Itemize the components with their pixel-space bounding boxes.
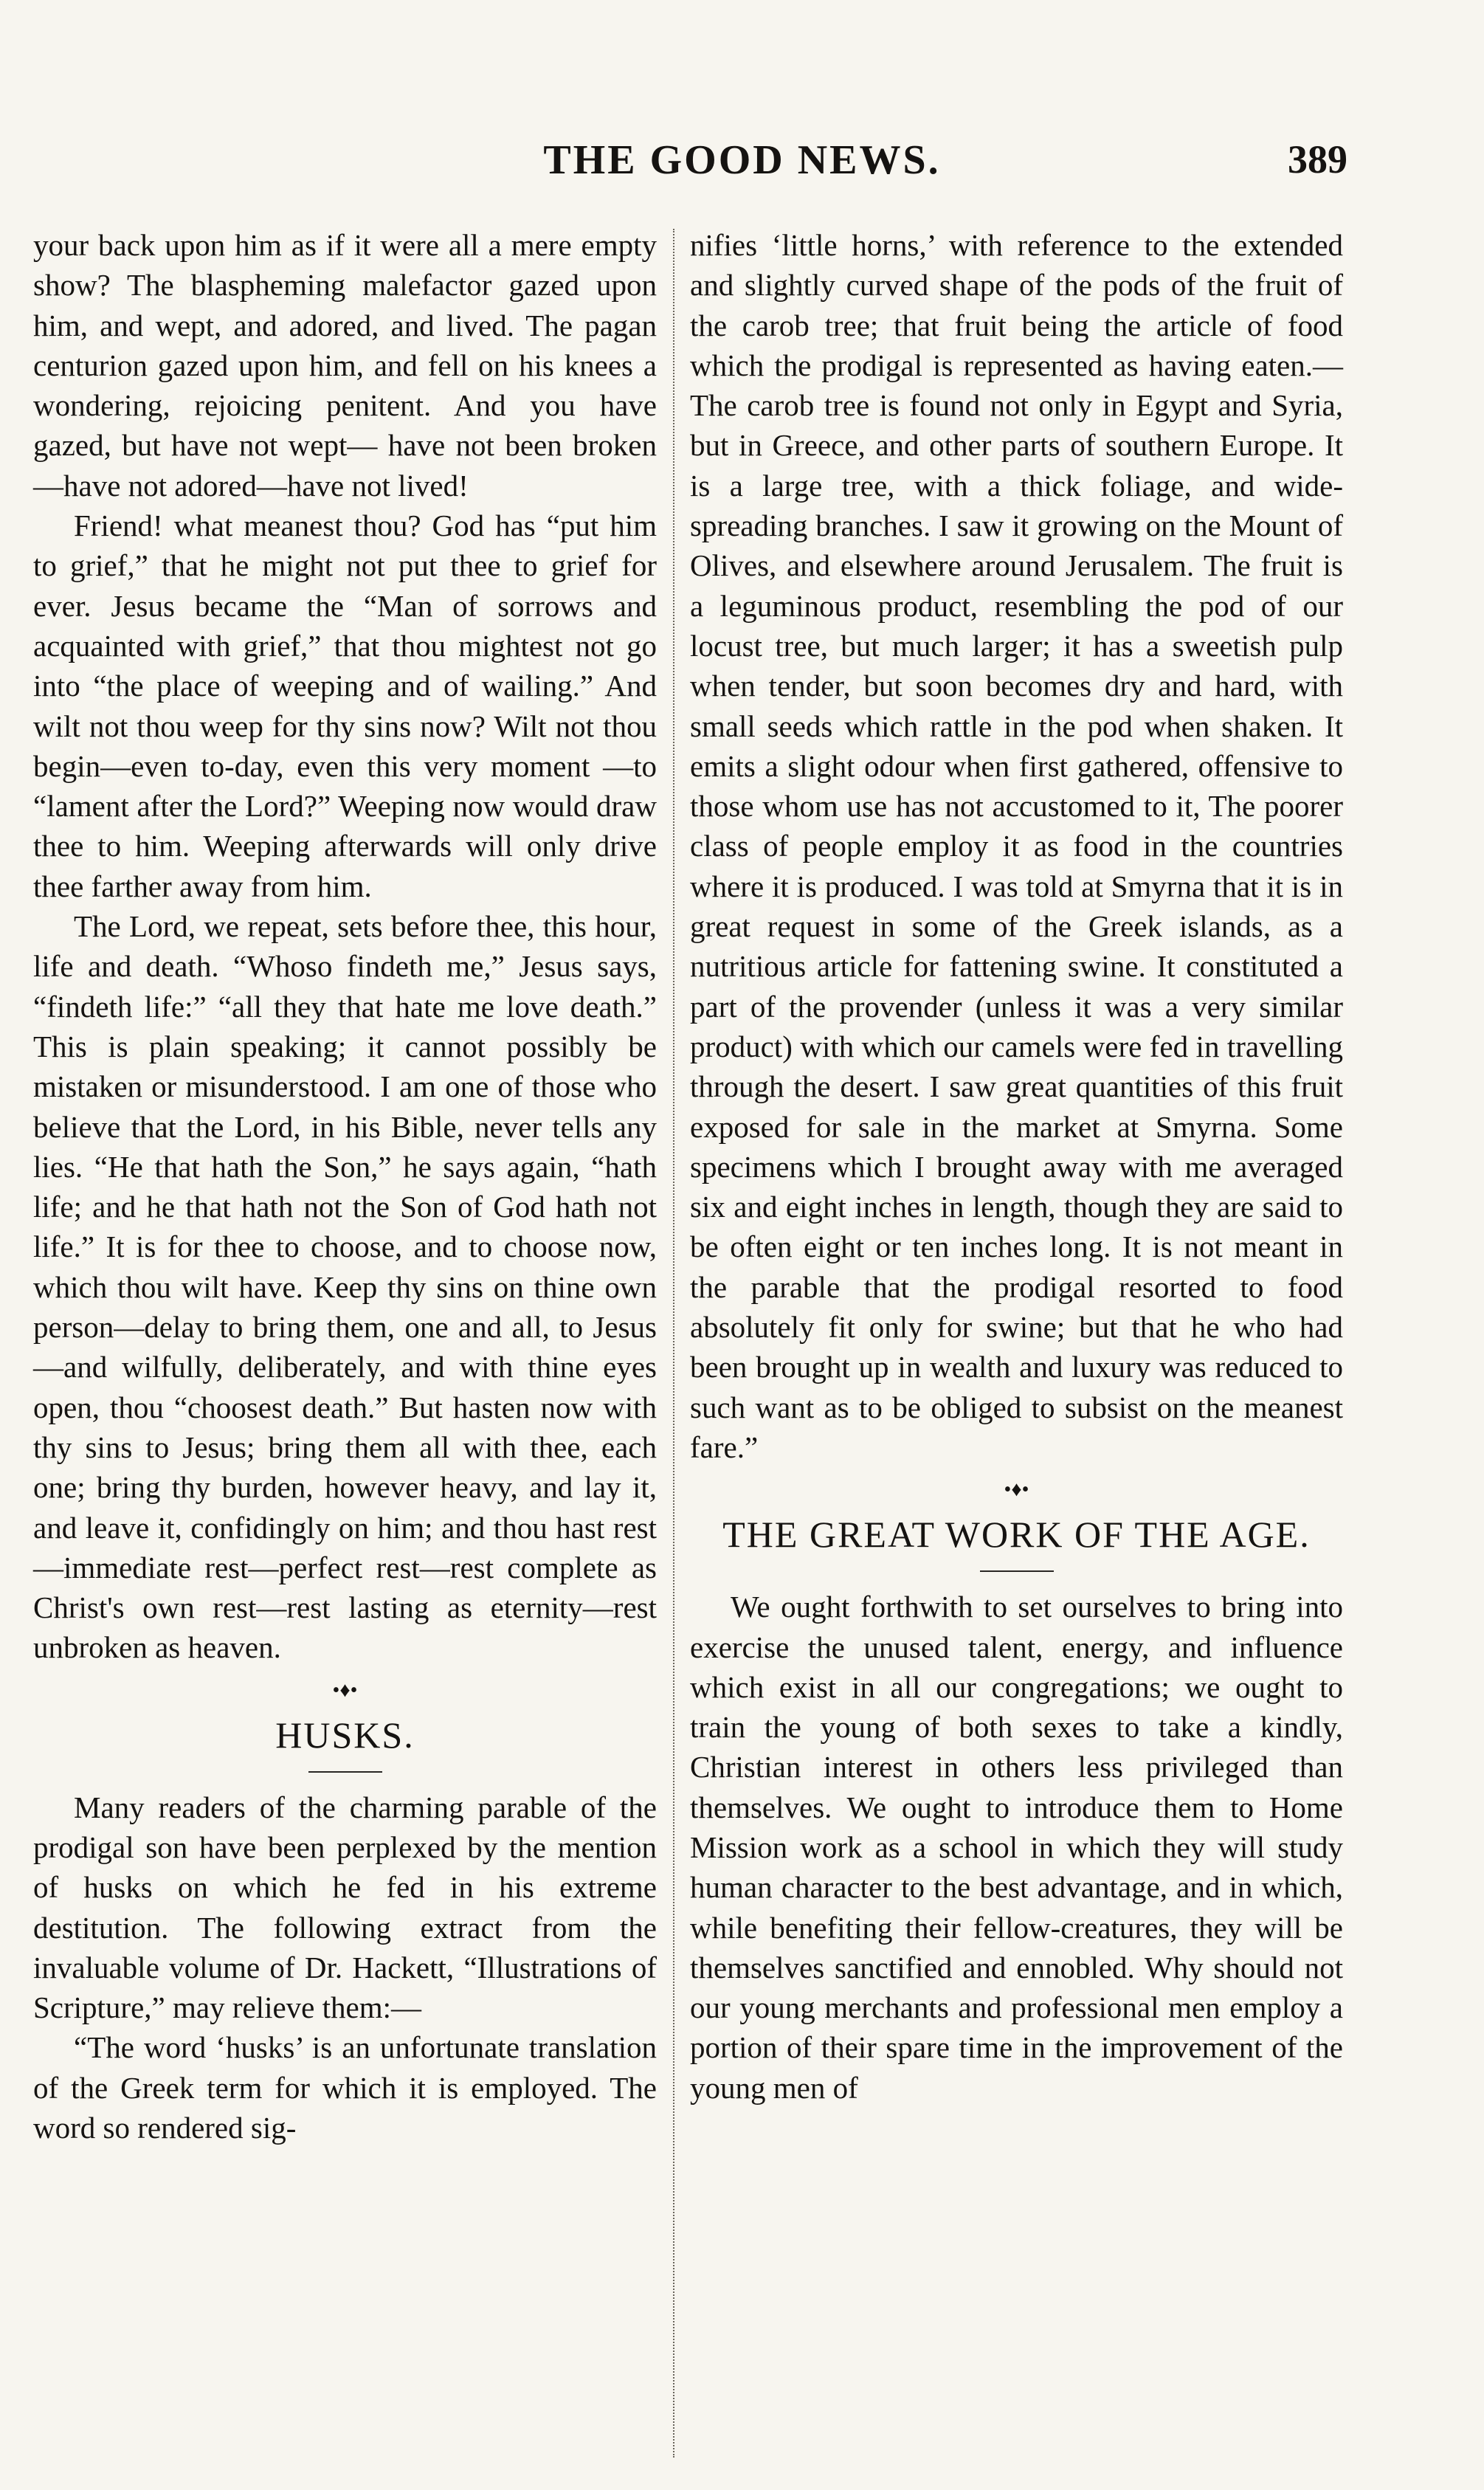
- article-paragraph: Friend! what meanest thou? God has “put him to grief,” that he might not put thee to grief for ever. Jesus became the “Man of sorrows and acquainted with grief,” that thou mightest not go into “the place of weeping and of wailing.” And wilt not thou weep for thy sins now? Wilt not thou begin—even to-day, even this very moment —to “lament after the Lord?” Weeping now would draw thee to him. Weeping afterwards will only drive thee farther away from him.: [33, 508, 657, 903]
- title-underline: [980, 1570, 1054, 1572]
- publication-title: THE GOOD NEWS.: [543, 137, 941, 183]
- page-number: 389: [1288, 137, 1347, 182]
- section-title-husks: HUSKS.: [275, 1714, 415, 1756]
- page-header: [0, 137, 1484, 188]
- article-paragraph: your back upon him as if it were all a mere empty show? The blaspheming malefactor gazed upon him, and wept, and adored, and lived. The pagan centurion gazed upon him, and fell on his knees a wondering, rejoicing penitent. And you have gazed, but have not wept— have not been broken —have not adored—have not lived!: [33, 228, 657, 503]
- article-paragraph: nifies ‘little horns,’ with reference to the extended and slightly curved shape of the pods of the fruit of the carob tree; that fruit being the article of food which the prodigal is represented as having eaten.—The carob tree is found not only in Egypt and Syria, but in Greece, and other parts of southern Europe. It is a large tree, with a thick foliage, and wide-spreading branches. I saw it growing on the Mount of Olives, and elsewhere around Jerusalem. The fruit is a leguminous product, resembling the pod of our locust tree, but much larger; it has a sweetish pulp when tender, but soon becomes dry and hard, with small seeds which rattle in the pod when shaken. It emits a slight odour when first gathered, offensive to those whom use has not accustomed to it, The poorer class of people employ it as food in the countries where it is produced. I was told at Smyrna that it is in great request in some of the Greek islands, as a nutritious article for fattening swine. It constituted a part of the provender (unless it was a very similar product) with which our camels were fed in travelling through the desert. I saw great quantities of this fruit exposed for sale in the market at Smyrna. Some specimens which I brought away with me averaged six and eight inches in length, though they are said to be often eight or ten inches long. It is not meant in the parable that the prodigal resorted to food absolutely fit only for swine; but that he who had been brought up in wealth and luxury was reduced to such want as to be obliged to subsist on the meanest fare.”: [690, 228, 1343, 1464]
- article-paragraph: “The word ‘husks’ is an unfortunate translation of the Greek term for which it is employed. The word so rendered sig-: [33, 2030, 657, 2145]
- right-column: [690, 225, 1343, 2108]
- column-divider: [673, 229, 674, 2458]
- section-separator: •♦•: [332, 1678, 358, 1702]
- article-paragraph: We ought forthwith to set ourselves to bring into exercise the unused talent, energy, and influence which exist in all our congregations; we ought to train the young of both sexes to take a kindly, Christian interest in others less privileged than themselves. We ought to introduce them to Home Mission work as a school in which they will study human character to the best advantage, and in which, while benefiting their fellow-creatures, they will be themselves sanctified and ennobled. Why should not our young merchants and professional men employ a portion of their spare time in the improvement of the young men of: [690, 1590, 1343, 2105]
- section-title-great-work: THE GREAT WORK OF THE AGE.: [722, 1514, 1311, 1556]
- article-paragraph: The Lord, we repeat, sets before thee, this hour, life and death. “Whoso findeth me,” Jesus says, “findeth life:” “all they that hate me love death.” This is plain speaking; it cannot possibly be mistaken or misunderstood. I am one of those who believe that the Lord, in his Bible, never tells any lies. “He that hath the Son,” he says again, “hath life; and he that hath not the Son of God hath not life.” It is for thee to choose, and to choose now, which thou wilt have. Keep thy sins on thine own person—delay to bring them, one and all, to Jesus—and wilfully, deliberately, and with thine eyes open, thou “choosest death.” But hasten now with thy sins to Jesus; bring them all with thee, each one; bring thy burden, however heavy, and lay it, and leave it, confidingly on him; and thou hast rest—immediate rest—perfect rest—rest complete as Christ's own rest—rest lasting as eternity—rest unbroken as heaven.: [33, 909, 657, 1665]
- section-separator: •♦•: [1004, 1478, 1029, 1502]
- left-column: [33, 225, 657, 2148]
- title-underline: [308, 1771, 382, 1773]
- article-paragraph: Many readers of the charming parable of the prodigal son have been perplexed by the mention of husks on which he fed in his extreme destitution. The following extract from the invaluable volume of Dr. Hackett, “Illustrations of Scripture,” may relieve them:—: [33, 1790, 657, 2025]
